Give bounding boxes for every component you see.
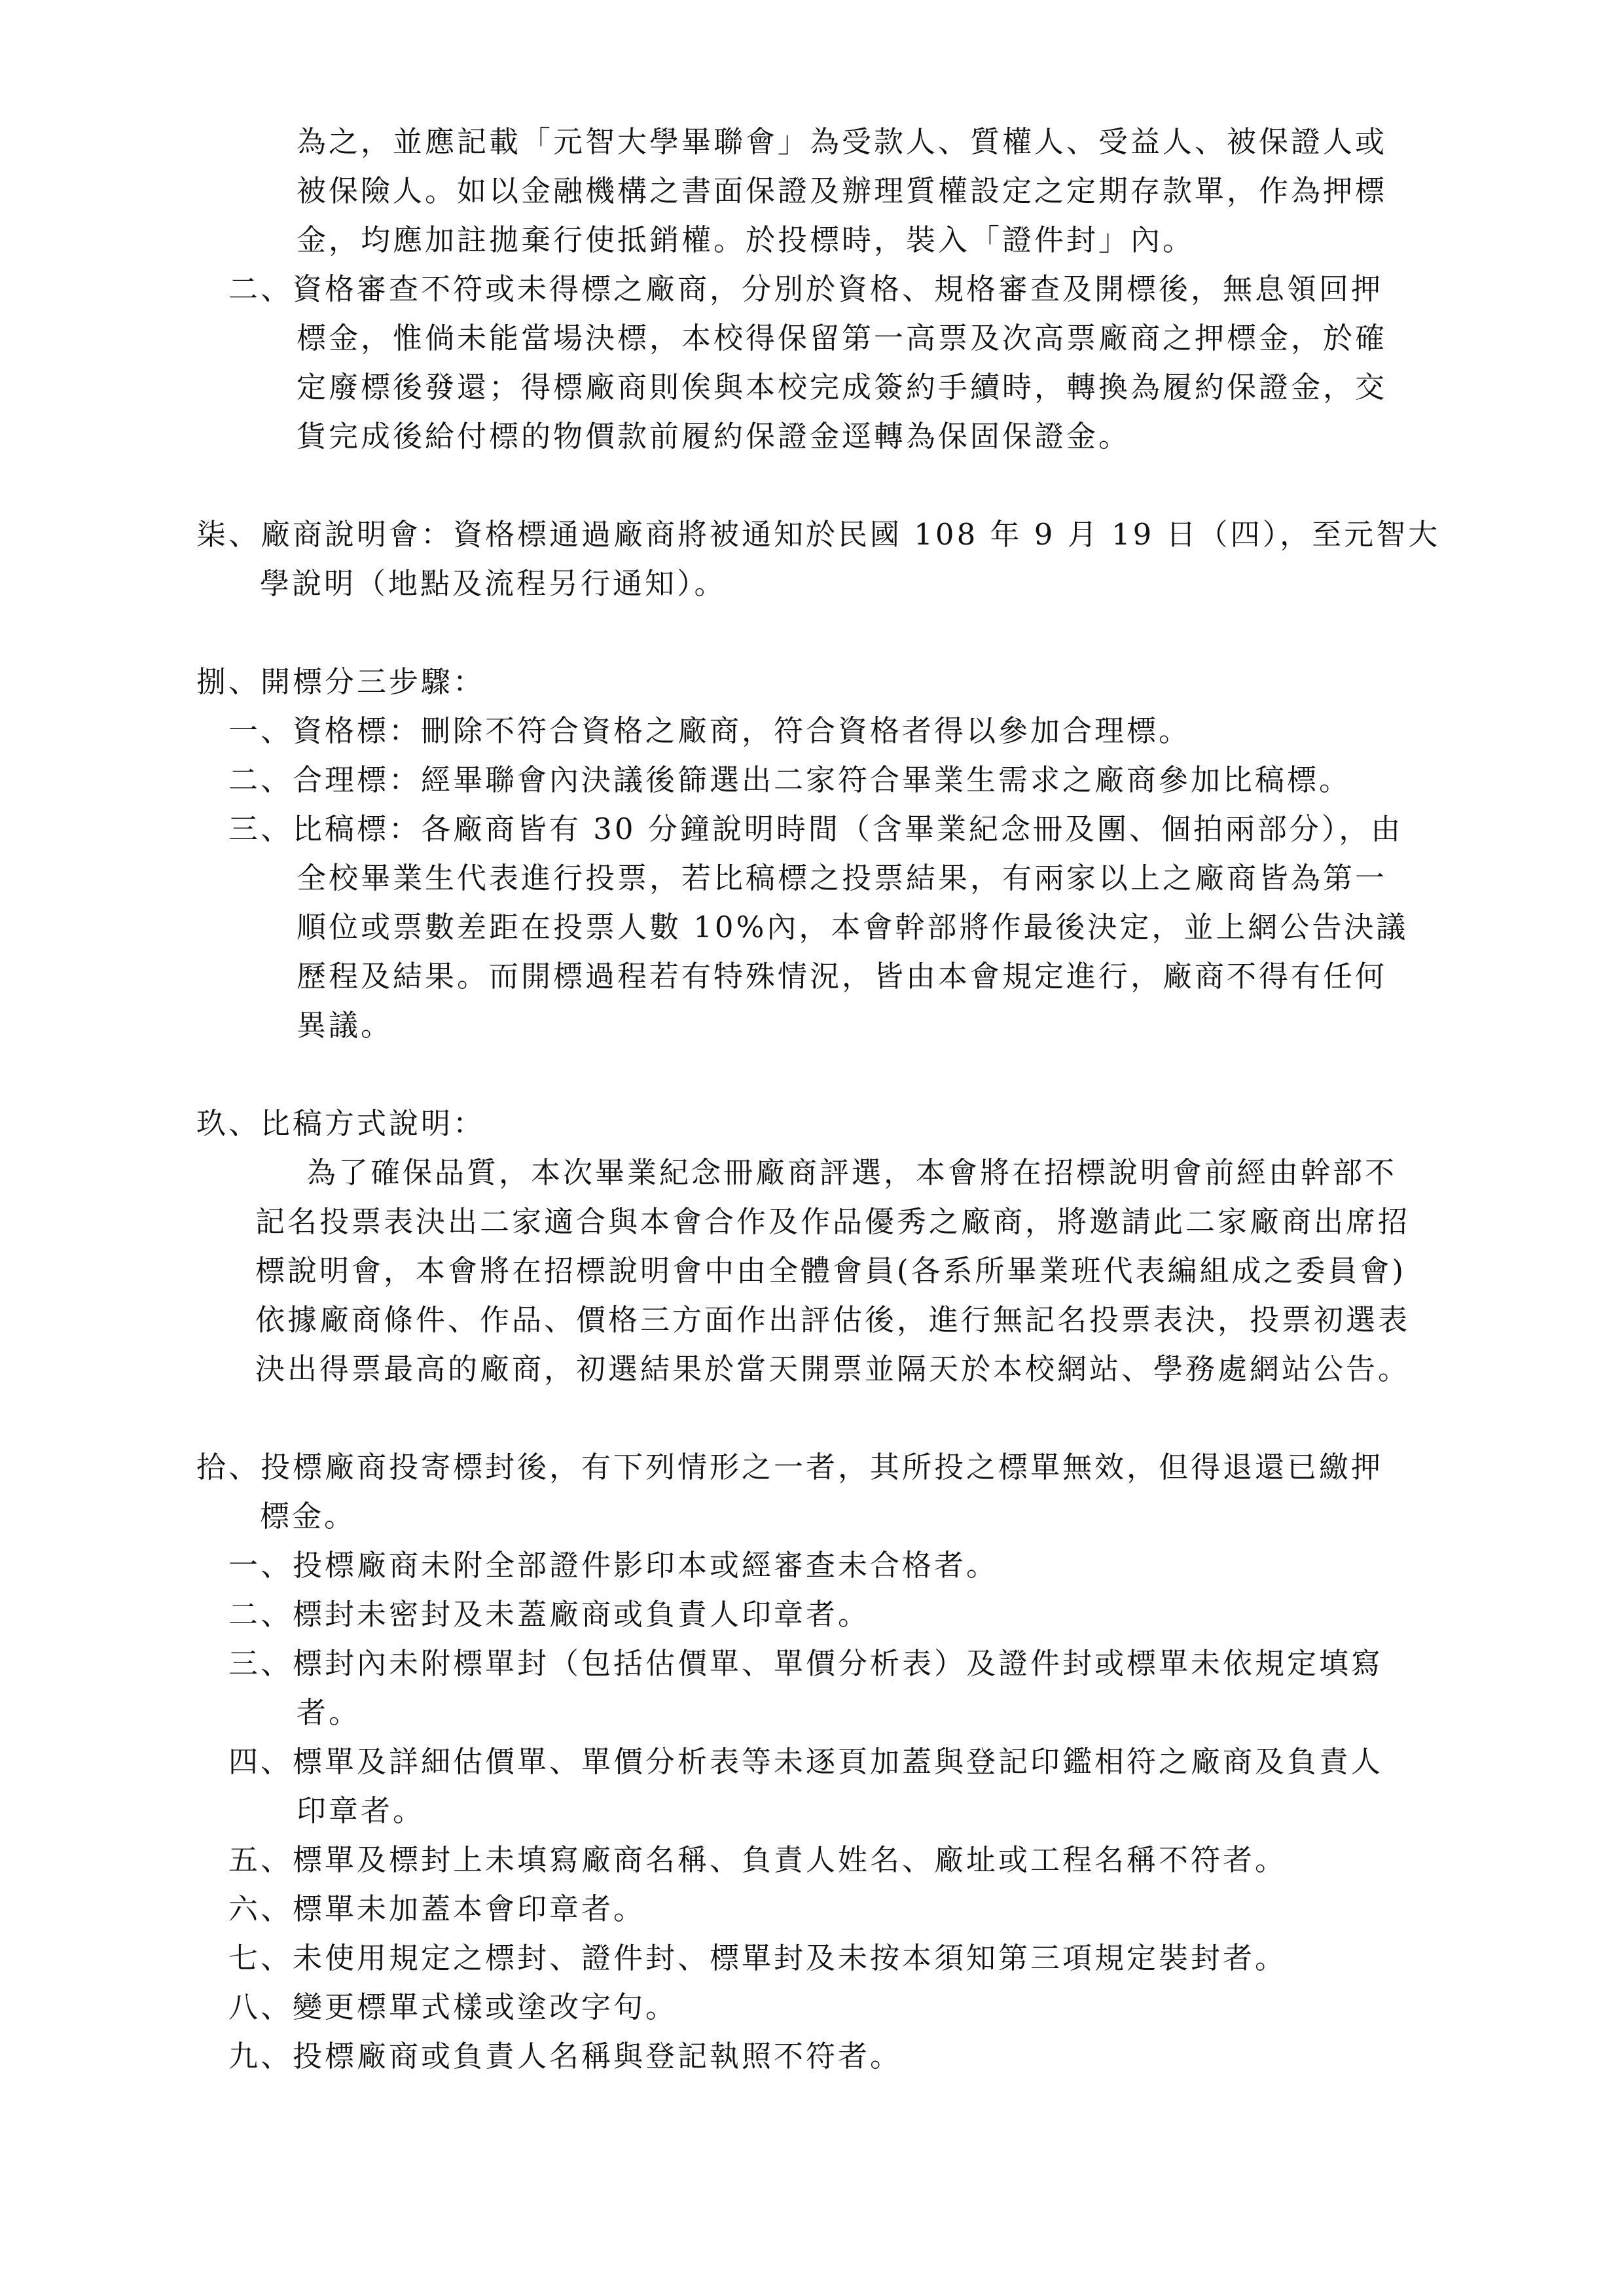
sec10-item-7: 七、未使用規定之標封、證件封、標單封及未按本須知第三項規定裝封者。 <box>228 1941 1288 1975</box>
sec6-item2-line-3: 定廢標後發還；得標廠商則俟與本校完成簽約手續時，轉換為履約保證金，交 <box>297 370 1388 404</box>
sec9-line-4: 依據廠商條件、作品、價格三方面作出評估後，進行無記名投票表決，投票初選表 <box>255 1302 1411 1337</box>
sec6-item2-line-2: 標金，惟倘未能當場決標，本校得保留第一高票及次高票廠商之押標金，於確 <box>297 321 1388 355</box>
sec6-cont-line-1: 為之，並應記載「元智大學畢聯會」為受款人、質權人、受益人、被保證人或 <box>297 124 1388 159</box>
sec8-item-3-line-3: 順位或票數差距在投票人數 10%內，本會幹部將作最後決定，並上網公告決議 <box>297 910 1409 944</box>
sec10-item-3-line-2: 者。 <box>297 1695 361 1730</box>
sec8-heading: 捌、開標分三步驟： <box>196 664 486 699</box>
sec8-item-3-line-4: 歷程及結果。而開標過程若有特殊情況，皆由本會規定進行，廠商不得有任何 <box>297 959 1388 994</box>
sec8-item-1: 一、資格標：刪除不符合資格之廠商，符合資格者得以參加合理標。 <box>228 713 1191 748</box>
sec6-cont-line-2: 被保險人。如以金融機構之書面保證及辦理質權設定之定期存款單，作為押標 <box>297 173 1388 208</box>
sec10-item-3-line-1: 三、標封內未附標單封（包括估價單、單價分析表）及證件封或標單未依規定填寫 <box>228 1646 1384 1681</box>
sec10-item-1: 一、投標廠商未附全部證件影印本或經審查未合格者。 <box>228 1548 999 1583</box>
sec6-item2-line-1: 二、資格審查不符或未得標之廠商，分別於資格、規格審查及開標後，無息領回押 <box>228 272 1384 306</box>
sec9-line-1: 為了確保品質，本次畢業紀念冊廠商評選，本會將在招標說明會前經由幹部不 <box>306 1155 1398 1190</box>
sec10-heading-line-1: 拾、投標廠商投寄標封後，有下列情形之一者，其所投之標單無效，但得退還已繳押 <box>196 1450 1384 1484</box>
sec7-line-2: 學說明（地點及流程另行通知）。 <box>260 566 727 601</box>
sec9-heading: 玖、比稿方式說明： <box>196 1106 486 1141</box>
sec6-item2-line-4: 貨完成後給付標的物價款前履約保證金逕轉為保固保證金。 <box>297 419 1131 454</box>
sec8-item-2: 二、合理標：經畢聯會內決議後篩選出二家符合畢業生需求之廠商參加比稿標。 <box>228 762 1352 797</box>
sec9-line-5: 決出得票最高的廠商，初選結果於當天開票並隔天於本校網站、學務處網站公告。 <box>255 1352 1411 1386</box>
sec10-item-4-line-2: 印章者。 <box>297 1793 425 1828</box>
sec10-item-8: 八、變更標單式樣或塗改字句。 <box>228 1990 678 2024</box>
sec10-item-4-line-1: 四、標單及詳細估價單、單價分析表等未逐頁加蓋與登記印鑑相符之廠商及負責人 <box>228 1744 1384 1779</box>
sec6-cont-line-3: 金，均應加註拋棄行使抵銷權。於投標時，裝入「證件封」內。 <box>297 223 1195 257</box>
sec10-item-5: 五、標單及標封上未填寫廠商名稱、負責人姓名、廠址或工程名稱不符者。 <box>228 1842 1288 1877</box>
sec10-heading-line-2: 標金。 <box>260 1499 357 1534</box>
sec8-item-3-line-5: 異議。 <box>297 1008 393 1043</box>
sec7-line-1: 柒、廠商說明會：資格標通過廠商將被通知於民國 108 年 9 月 19 日（四），至元智大 <box>196 517 1441 552</box>
sec10-item-9: 九、投標廠商或負責人名稱與登記執照不符者。 <box>228 2039 903 2073</box>
sec8-item-3-line-1: 三、比稿標：各廠商皆有 30 分鐘說明時間（含畢業紀念冊及團、個拍兩部分），由 <box>228 812 1403 846</box>
sec10-item-6: 六、標單未加蓋本會印章者。 <box>228 1892 646 1926</box>
sec10-item-2: 二、標封未密封及未蓋廠商或負責人印章者。 <box>228 1597 871 1632</box>
sec9-line-2: 記名投票表決出二家適合與本會合作及作品優秀之廠商，將邀請此二家廠商出席招 <box>255 1204 1411 1239</box>
sec9-line-3: 標說明會，本會將在招標說明會中由全體會員(各系所畢業班代表編組成之委員會) <box>255 1253 1407 1288</box>
sec8-item-3-line-2: 全校畢業生代表進行投票，若比稿標之投票結果，有兩家以上之廠商皆為第一 <box>297 861 1388 895</box>
